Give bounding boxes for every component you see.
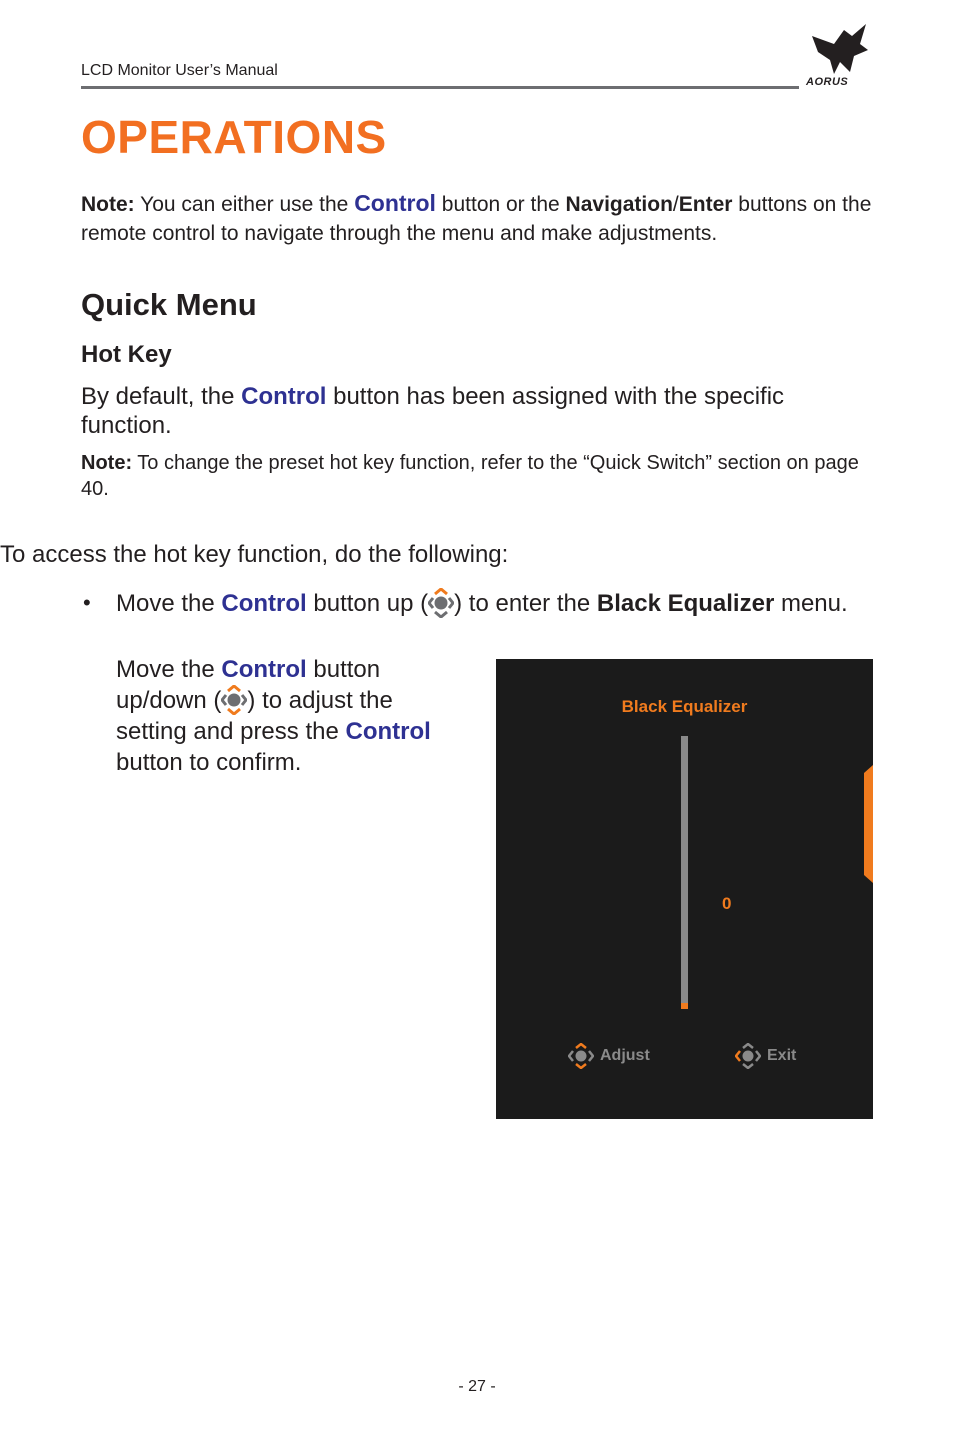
paragraph-text: button has been assigned with the specific function. — [81, 383, 785, 439]
note-text: You can either use the — [134, 193, 355, 216]
brand-wordmark: AORUS — [806, 76, 849, 88]
control-term: Control — [221, 656, 307, 683]
note-paragraph — [81, 189, 876, 248]
bullet-text: ) to enter the — [454, 590, 597, 617]
control-term: Control — [221, 590, 307, 617]
navigation-term: Navigation — [565, 193, 673, 216]
note-paragraph-2 — [81, 450, 881, 502]
enter-term: Enter — [678, 193, 733, 216]
control-left-icon — [735, 1043, 761, 1069]
bullet-text: button up ( — [306, 590, 429, 617]
instruction-text: button to confirm. — [116, 749, 302, 776]
control-term: Control — [354, 190, 436, 216]
equalizer-value: 0 — [722, 894, 732, 913]
adjust-label: Adjust — [600, 1047, 650, 1064]
note-text: buttons on the remote control to navigate through the menu and make adjustments. — [81, 193, 872, 245]
control-term: Control — [241, 383, 327, 410]
menu-name: Black Equalizer — [596, 590, 775, 617]
access-paragraph: To access the hot key function, do the following: — [0, 541, 509, 568]
osd-title: Black Equalizer — [621, 697, 748, 716]
note-label: Note: — [81, 193, 135, 216]
header-divider — [81, 86, 799, 89]
black-equalizer-osd — [496, 659, 873, 1119]
bullet-marker: • — [83, 590, 91, 615]
note-text: To change the preset hot key function, refer to the “Quick Switch” section on page 40. — [81, 452, 859, 500]
control-up-icon — [428, 588, 454, 618]
instruction-text: button up/down ( — [116, 656, 381, 714]
adjust-hint — [568, 1043, 650, 1069]
manual-title: LCD Monitor User’s Manual — [81, 62, 278, 79]
note-label: Note: — [81, 452, 133, 474]
instruction-text: Move the — [116, 656, 222, 683]
exit-label: Exit — [767, 1047, 797, 1064]
slash: / — [672, 193, 679, 216]
equalizer-slider[interactable] — [681, 736, 688, 1009]
bullet-item — [116, 588, 876, 618]
exit-hint — [735, 1043, 796, 1069]
section-heading: Quick Menu — [81, 287, 257, 322]
page-number: - 27 - — [458, 1378, 496, 1395]
osd-side-tab — [862, 765, 873, 883]
paragraph-text: By default, the — [81, 383, 242, 410]
adjust-instruction — [116, 654, 436, 778]
control-up-down-icon — [568, 1043, 594, 1069]
page-title: OPERATIONS — [81, 111, 387, 163]
instruction-text: ) to adjust the setting and press the — [116, 687, 393, 745]
default-paragraph — [81, 382, 841, 440]
bullet-text: Move the — [116, 590, 222, 617]
slider-level-indicator — [681, 1003, 688, 1009]
subsection-heading: Hot Key — [81, 341, 172, 368]
note-text: button or the — [435, 193, 566, 216]
control-term: Control — [345, 718, 431, 745]
control-up-down-icon — [221, 685, 247, 715]
bullet-text: menu. — [774, 590, 848, 617]
